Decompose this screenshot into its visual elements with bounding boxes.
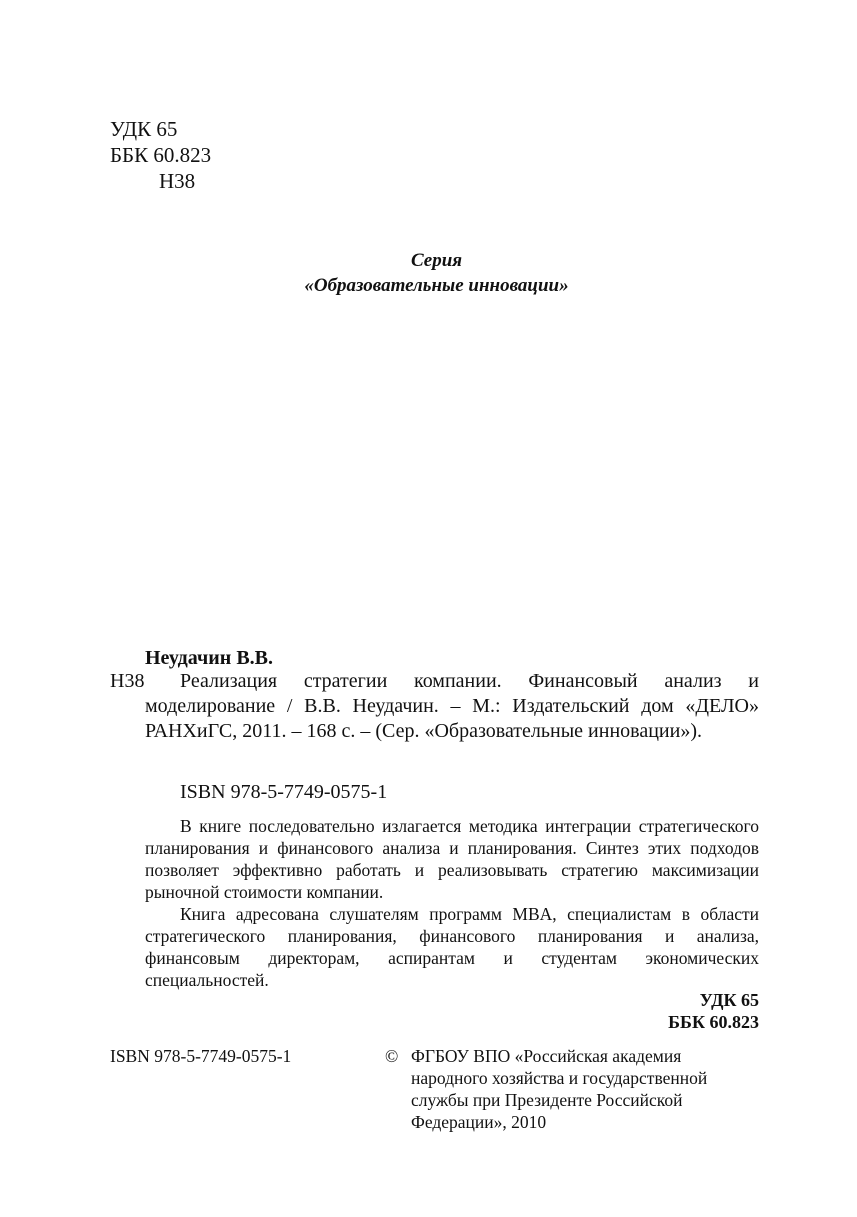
record-isbn: ISBN 978-5-7749-0575-1 [180, 781, 388, 803]
abstract-paragraph: Книга адресована слушателям программ MBA, специалистам в области стратегического планирования, финансового планирования и анализа, финансовым директорам, аспирантам и студентам экономических специальностей. [145, 904, 759, 990]
cutter-code: Н38 [159, 169, 196, 193]
record-cutter-mark: Н38 [110, 670, 145, 692]
udk-code: УДК 65 [110, 117, 178, 141]
record-author: Неудачин В.В. [145, 647, 273, 669]
classification-codes [110, 116, 211, 194]
footer-classification-codes [668, 989, 759, 1033]
copyright-text: ФГБОУ ВПО «Российская академия народного хозяйства и государственной службы при Президенте Российской Федерации», 2010 [411, 1046, 708, 1132]
copyright-sign: © [385, 1046, 399, 1066]
series-name: «Образовательные инновации» [304, 275, 569, 296]
bbk-code: ББК 60.823 [110, 143, 212, 167]
footer-udk-code: УДК 65 [699, 990, 759, 1010]
footer-bbk-code: ББК 60.823 [668, 1012, 759, 1032]
footer-isbn: ISBN 978-5-7749-0575-1 [110, 1046, 292, 1066]
abstract-paragraph: В книге последовательно излагается методика интеграции стратегического планирования и финансового анализа и планирования. Синтез этих подходов позволяет эффективно работать и реализовывать стратегию максимизации рыночной стоимости компании. [145, 816, 759, 902]
record-description: Реализация стратегии компании. Финансовый анализ и моделирование / В.В. Неудачин. – М.: Издательский дом «ДЕЛО» РАНХиГС, 2011. – 168 с. – (Сер. «Образовательные инновации»). [145, 670, 759, 742]
abstract [145, 815, 759, 991]
series-block [0, 248, 857, 298]
series-label: Серия [410, 250, 463, 271]
